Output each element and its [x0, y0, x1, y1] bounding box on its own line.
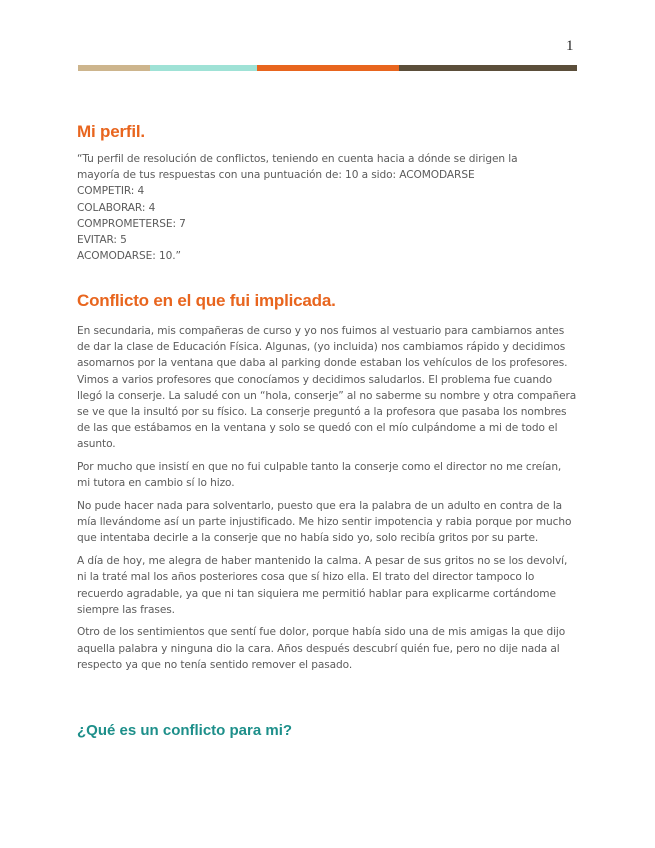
profile-line: mayoría de tus respuestas con una puntuación de: 10 a sido: ACOMODARSE: [77, 169, 475, 182]
profile-line: “Tu perfil de resolución de conflictos, teniendo en cuenta hacia a dónde se dirigen la: [77, 153, 518, 165]
color-bar-segment-aqua: [150, 65, 257, 71]
profile-text: [77, 151, 577, 264]
profile-heading: Mi perfil.: [77, 122, 145, 141]
profile-line: EVITAR: 5: [77, 234, 127, 247]
profile-line: COLABORAR: 4: [77, 201, 156, 214]
story-paragraph: Por mucho que insistí en que no fui culpable tanto la conserje como el director no me creían, mi tutora en cambio sí lo hizo.: [77, 461, 562, 490]
story-paragraph: No pude hacer nada para solventarlo, puesto que era la palabra de un adulto en contra de la mía llevándome así un parte injustificado. Me hizo sentir impotencia y rabia porque por mucho que intentaba decirle a la conserje que no había sido yo, solo recibía gritos por su parte.: [77, 500, 572, 545]
header-color-bar: [78, 65, 577, 71]
conflict-heading: Conflicto en el que fui implicada.: [77, 291, 336, 310]
story-paragraph: A día de hoy, me alegra de haber mantenido la calma. A pesar de sus gritos no se los devolví, ni la traté mal los años posteriores cosa que sí hizo ella. El trato del director tampoco lo recuerdo agradable, ya que ni tan siquiera me permitió hablar para explicarme cortándome siempre las frases.: [77, 555, 568, 616]
color-bar-segment-brown: [399, 65, 577, 71]
profile-line: ACOMODARSE: 10.”: [77, 250, 181, 263]
conflict-story: [77, 323, 577, 680]
story-paragraph: Otro de los sentimientos que sentí fue dolor, porque había sido una de mis amigas la que dijo aquella palabra y ninguna dio la cara. Años después descubrí quién fue, pero no dije nada al respecto ya que no tenía sentido remover el pasado.: [77, 626, 566, 671]
story-paragraph: En secundaria, mis compañeras de curso y yo nos fuimos al vestuario para cambiarnos antes de dar la clase de Educación Física. Algunas, (yo incluida) nos cambiamos rápido y decidimos asomarnos por la ventana que daba al parking donde estaban los vehículos de los profesores. Vimos a varios profesores que conocíamos y decidimos saludarlos. El problema fue cuando llegó la conserje. La saludé con un “hola, conserje” al no saberme su nombre y otra compañera se ve que la insultó por su físico. La conserje preguntó a la profesora que pasaba los nombres de las que estábamos en la ventana y solo se quedó con el mío culpándome a mi de todo el asunto.: [77, 325, 577, 451]
question-heading: ¿Qué es un conflicto para mi?: [77, 722, 293, 739]
color-bar-segment-tan: [78, 65, 150, 71]
color-bar-segment-orange: [257, 65, 399, 71]
profile-line: COMPETIR: 4: [77, 185, 145, 198]
page-number: 1: [566, 38, 574, 54]
profile-line: COMPROMETERSE: 7: [77, 217, 186, 230]
